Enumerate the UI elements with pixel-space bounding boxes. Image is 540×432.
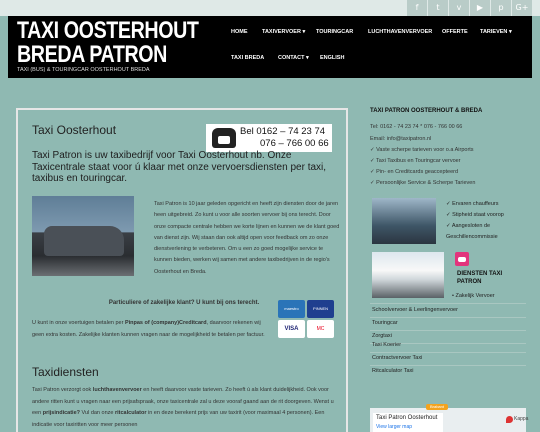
sidebar-check: ✓ Vaste scherpe tarieven voor o.a Airports xyxy=(370,147,474,153)
sidebar-check: ✓ Persoonlijke Service & Scherpe Tarieven xyxy=(370,180,476,186)
diensten-title: DIENSTEN TAXI PATRON xyxy=(457,271,503,285)
page-title: Taxi Oosterhout xyxy=(32,123,117,137)
nav-taxivervoer[interactable] xyxy=(262,29,305,35)
taxibus-photo xyxy=(372,252,444,298)
mastercard-icon: MC xyxy=(307,320,334,338)
map-place-label: Kappa xyxy=(514,416,529,422)
sidebar-menu-item[interactable]: Schoolvervoer & Leerlingenvervoer xyxy=(372,307,458,313)
sidebar-menu-item[interactable]: Contractvervoer Taxi xyxy=(372,355,423,361)
facebook-icon[interactable]: f xyxy=(407,0,427,16)
top-bar xyxy=(0,0,540,16)
logo-line2[interactable]: BREDA PATRON xyxy=(17,41,167,68)
nav-touringcar[interactable]: TOURINGCAR xyxy=(316,29,354,35)
main-content xyxy=(16,108,348,432)
customer-question: Particuliere of zakelijke klant? U kunt bij ons terecht. xyxy=(108,300,260,306)
nav-taxi-breda[interactable]: TAXI BREDA xyxy=(231,55,265,61)
divider xyxy=(370,330,526,331)
payment-icons xyxy=(278,300,334,338)
td-text-a: Taxi Patron verzorgt ook xyxy=(32,387,93,393)
pay-text-c: , daarvoor rekenen wij geen extra kosten. Zakelijke klanten kunnen vragen naar de mogelijkheid te betalen per factuur. xyxy=(32,320,265,338)
site-header xyxy=(8,16,532,78)
nav-tarieven-label: TARIEVEN xyxy=(480,29,508,35)
pin-icon: PINNEN xyxy=(307,300,334,318)
car-photo xyxy=(32,196,134,276)
payment-text xyxy=(32,318,268,341)
td-link-ritcalculator[interactable]: ritcalculator xyxy=(114,410,147,416)
main-nav xyxy=(222,16,532,78)
visa-icon: VISA xyxy=(278,320,305,338)
car-icon xyxy=(455,252,469,266)
vimeo-icon[interactable]: v xyxy=(449,0,469,16)
youtube-icon[interactable]: ▶ xyxy=(470,0,490,16)
sidebar-check: ✓ Ervaren chauffeurs xyxy=(446,201,499,207)
phone-banner[interactable] xyxy=(206,124,332,152)
pinterest-icon[interactable]: p xyxy=(491,0,511,16)
map-road-label: Brabant xyxy=(426,404,448,410)
sidebar-email[interactable]: Email: info@taxipatron.nl xyxy=(370,136,432,142)
about-paragraph: Taxi Patron is 10 jaar geleden opgericht en heeft zijn diensten door de jaren heen uitgebreid. Zo kunt u voor alle soorten vervoer bij ons terecht. Door onze compacte centrale hebben we korte lijnen en kunnen we de klant goed van dienst zijn. Wij staan dan ook altijd open voor feedback om zo onze dienstverlening te verbeteren. Om u een zo goed mogelijke service te kunnen bieden, werken wij samen met andere taxibedrijven in de regio's Oosterhout en Breda. xyxy=(154,201,340,275)
nav-contact-label: CONTACT xyxy=(278,55,305,61)
td-link-luchthaven[interactable]: luchthavenvervoer xyxy=(92,387,142,393)
intro-text: Taxi Patron is uw taxibedrijf voor Taxi Oosterhout nb. Onze Taxicentrale staat voor ú klaar met onze vervoersdiensten per taxi, taxibus en touringcar. xyxy=(32,150,327,184)
taxidiensten-text xyxy=(32,385,340,431)
map-pin-icon[interactable] xyxy=(506,416,513,423)
td-prijsindicatie: prijsindicatie? xyxy=(42,410,81,416)
nav-tarieven[interactable] xyxy=(480,29,512,35)
logo-line1[interactable]: TAXI OOSTERHOUT xyxy=(17,17,199,44)
map-title: Taxi Patron Oosterhout xyxy=(376,415,438,421)
sidebar-menu-item[interactable]: Ritcalculator Taxi xyxy=(372,368,414,374)
divider xyxy=(370,352,526,353)
map-info-card xyxy=(373,413,443,432)
td-text-g: in en deze berekent prijs van uw taxirit (voor maximaal 4 personen). Een indicatie voor taxiritten voor meer personen xyxy=(32,410,325,428)
maestro-icon: maestro xyxy=(278,300,305,318)
googleplus-icon[interactable]: G+ xyxy=(512,0,532,16)
divider xyxy=(370,317,526,318)
site-tagline: TAXI (BUS) & TOURINGCAR OOSTERHOUT BREDA xyxy=(17,67,150,73)
nav-contact[interactable] xyxy=(278,55,309,61)
sidebar-menu-item[interactable]: Taxi Koerier xyxy=(372,342,402,348)
bus-interior-photo xyxy=(372,198,436,244)
sidebar-check: ✓ Taxi Taxibus en Touringcar vervoer xyxy=(370,158,461,164)
sidebar-menu-item[interactable]: Touringcar xyxy=(372,320,398,326)
section-title: Taxidiensten xyxy=(32,365,99,379)
chevron-down-icon: ▾ xyxy=(306,55,309,61)
nav-home[interactable]: HOME xyxy=(231,29,248,35)
sidebar-check: ✓ Aangesloten de xyxy=(446,223,491,229)
pay-text-a: U kunt in onze voertuigen betalen per xyxy=(32,320,125,326)
phone-numbers xyxy=(240,126,329,150)
chevron-down-icon: ▾ xyxy=(508,29,512,35)
divider xyxy=(370,365,526,366)
td-text-c: en heeft daarvoor vaste tarieven. Zo heeft ú als klant duidelijkheid. Ook voor andere ritten kunt u vragen naar een prijsafspraak, onze taxicentrale zal u deze vooraf gaand aan de rit doorgeven. Wenst u een xyxy=(32,387,334,416)
nav-english[interactable]: ENGLISH xyxy=(320,55,345,61)
sidebar-title: TAXI PATRON OOSTERHOUT & BREDA xyxy=(370,108,483,114)
social-links xyxy=(406,0,532,16)
sidebar-check: ✓ Stipheid staat voorop xyxy=(446,212,504,218)
sidebar-menu-item[interactable]: Zorgtaxi xyxy=(372,333,392,339)
phone-line2: 076 – 766 00 66 xyxy=(260,138,329,149)
map-larger-link[interactable]: View larger map xyxy=(376,424,413,430)
chevron-down-icon: ▾ xyxy=(302,29,306,35)
phone-icon xyxy=(212,128,236,148)
nav-offerte[interactable]: OFFERTE xyxy=(442,29,468,35)
sidebar-check: Geschillencommissie xyxy=(446,234,498,240)
phone-line1: Bel 0162 – 74 23 74 xyxy=(240,126,326,137)
sidebar-check: ✓ Pin- en Creditcards geaccepteerd xyxy=(370,169,459,175)
td-text-e: Vul dan onze xyxy=(80,410,115,416)
sidebar-menu-item[interactable]: • Zakelijk Vervoer xyxy=(452,293,495,299)
divider xyxy=(370,303,526,304)
pay-text-bold: Pinpas of (company)Creditcard xyxy=(124,320,207,326)
sidebar-tel[interactable]: Tel: 0162 - 74 23 74 * 076 - 766 00 66 xyxy=(370,124,463,130)
nav-taxivervoer-label: TAXIVERVOER xyxy=(262,29,301,35)
twitter-icon[interactable]: t xyxy=(428,0,448,16)
nav-luchthavenvervoer[interactable]: LUCHTHAVENVERVOER xyxy=(368,29,433,35)
